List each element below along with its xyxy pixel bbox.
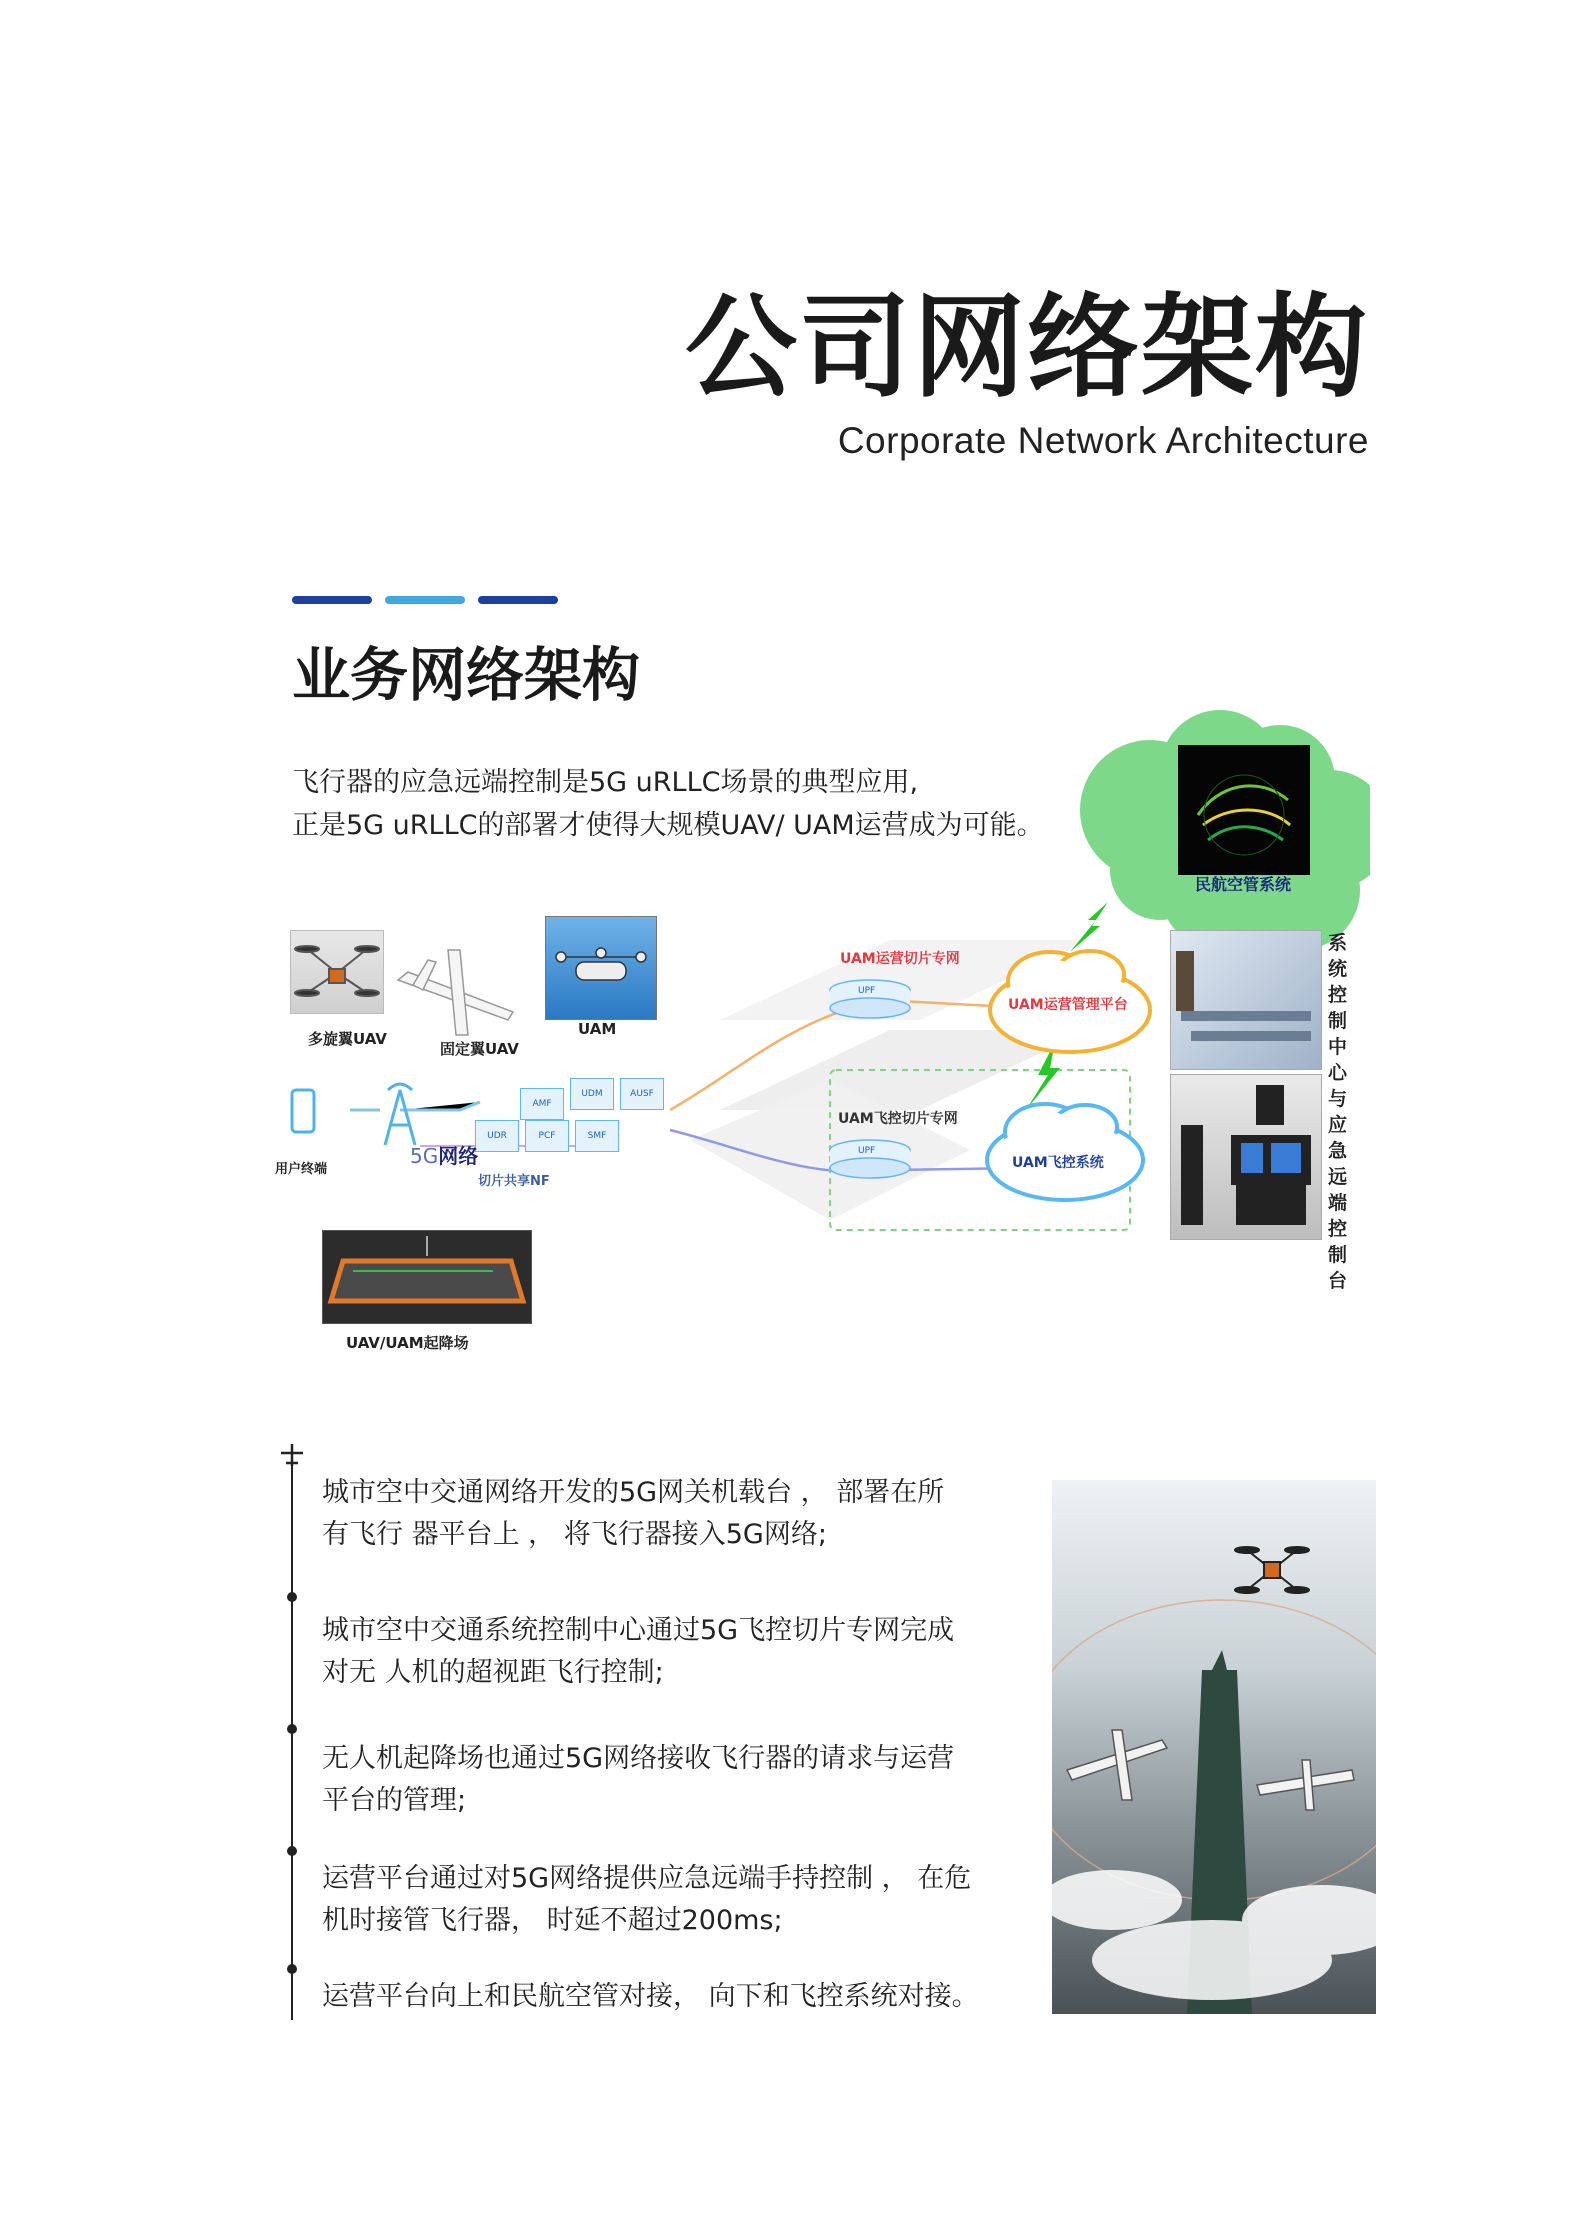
multirotor-uav-label: 多旋翼UAV (308, 1030, 387, 1048)
bullet-3-line-1: 无人机起降场也通过5G网络接收飞行器的请求与运营 (322, 1743, 955, 1774)
bullet-item-5 (322, 1976, 1002, 2018)
network-label-prefix: 5G (410, 1144, 439, 1168)
timeline-dot (287, 1592, 297, 1602)
page-title: 公司网络架构 (685, 283, 1369, 413)
user-terminal-label: 用户终端 (275, 1162, 328, 1177)
city-drone-photo (1052, 1480, 1376, 2014)
phone-icon (292, 1090, 314, 1132)
multirotor-uav-image (290, 930, 384, 1014)
bullet-2-line-1: 城市空中交通系统控制中心通过5G飞控切片专网完成 (322, 1615, 955, 1646)
cell-tower-icon (385, 1084, 415, 1145)
control-console-image (1170, 1074, 1322, 1240)
landing-pad-image (322, 1230, 532, 1324)
bullet-1-line-2: 有飞行 器平台上 ， 将飞行器接入5G网络; (322, 1519, 827, 1550)
accent-bar-2 (385, 596, 465, 604)
timeline-dot (287, 1724, 297, 1734)
airplane-icon (277, 1440, 307, 1474)
upf-top-label: UPF (858, 986, 876, 996)
fixed-wing-uav-label: 固定翼UAV (440, 1040, 519, 1058)
network-label (410, 1140, 478, 1169)
bullet-3-line-2: 平台的管理; (322, 1785, 467, 1816)
network-diagram (270, 690, 1370, 1350)
uam-image (545, 916, 657, 1020)
bullet-4-line-2: 机时接管飞行器， 时延不超过200ms; (322, 1905, 783, 1936)
uam-label: UAM (578, 1020, 617, 1038)
bullet-item-4 (322, 1858, 1002, 1942)
nf-box-udr: UDR (475, 1120, 519, 1152)
bullet-1-line-1: 城市空中交通网络开发的5G网关机载台 ， 部署在所 (322, 1477, 945, 1508)
upf-bottom-label: UPF (858, 1146, 876, 1156)
slice-ops-label: UAM运营切片专网 (840, 951, 960, 967)
timeline-dot (287, 1964, 297, 1974)
cloud-flight-control-label: UAM飞控系统 (1012, 1155, 1104, 1171)
nf-box-smf: SMF (575, 1120, 619, 1152)
bullet-4-line-1: 运营平台通过对5G网络提供应急远端手持控制 ， 在危 (322, 1863, 972, 1894)
bullet-item-2 (322, 1610, 1002, 1694)
intro-line-2: 正是5G uRLLC的部署才使得大规模UAV/ UAM运营成为可能。 (292, 810, 1044, 841)
network-label-text: 网络 (438, 1144, 479, 1168)
intro-line-1: 飞行器的应急远端控制是5G uRLLC场景的典型应用, (292, 767, 919, 798)
bullet-2-line-2: 对无 人机的超视距飞行控制; (322, 1657, 664, 1688)
bullet-item-3 (322, 1738, 1002, 1822)
bullet-item-1 (322, 1472, 1002, 1556)
bullet-5-line-1: 运营平台向上和民航空管对接， 向下和飞控系统对接。 (322, 1981, 979, 2012)
landing-pad-label: UAV/UAM起降场 (346, 1334, 469, 1352)
timeline-line (291, 1448, 293, 2020)
nf-box-udm: UDM (570, 1078, 614, 1110)
atc-label: 民航空管系统 (1195, 875, 1292, 894)
slice-flight-label: UAM飞控切片专网 (838, 1111, 958, 1127)
atc-radar-image (1178, 745, 1310, 875)
nf-box-amf: AMF (520, 1088, 564, 1120)
shared-nf-label: 切片共享NF (478, 1174, 550, 1189)
fixed-wing-uav-image (388, 940, 528, 1040)
cloud-ops-label: UAM运营管理平台 (1008, 997, 1128, 1013)
page-subtitle: Corporate Network Architecture (837, 420, 1369, 461)
nf-box-pcf: PCF (525, 1120, 569, 1152)
control-room-image (1170, 930, 1322, 1070)
section-title: 业务网络架构 (292, 641, 641, 709)
accent-bar-3 (478, 596, 558, 604)
accent-bar-1 (292, 596, 372, 604)
timeline-dot (287, 1846, 297, 1856)
nf-box-ausf: AUSF (620, 1078, 664, 1110)
drone-shape (1235, 1547, 1309, 1593)
control-center-label: 系统控制中心与应急远端控制台 (1328, 932, 1348, 1292)
